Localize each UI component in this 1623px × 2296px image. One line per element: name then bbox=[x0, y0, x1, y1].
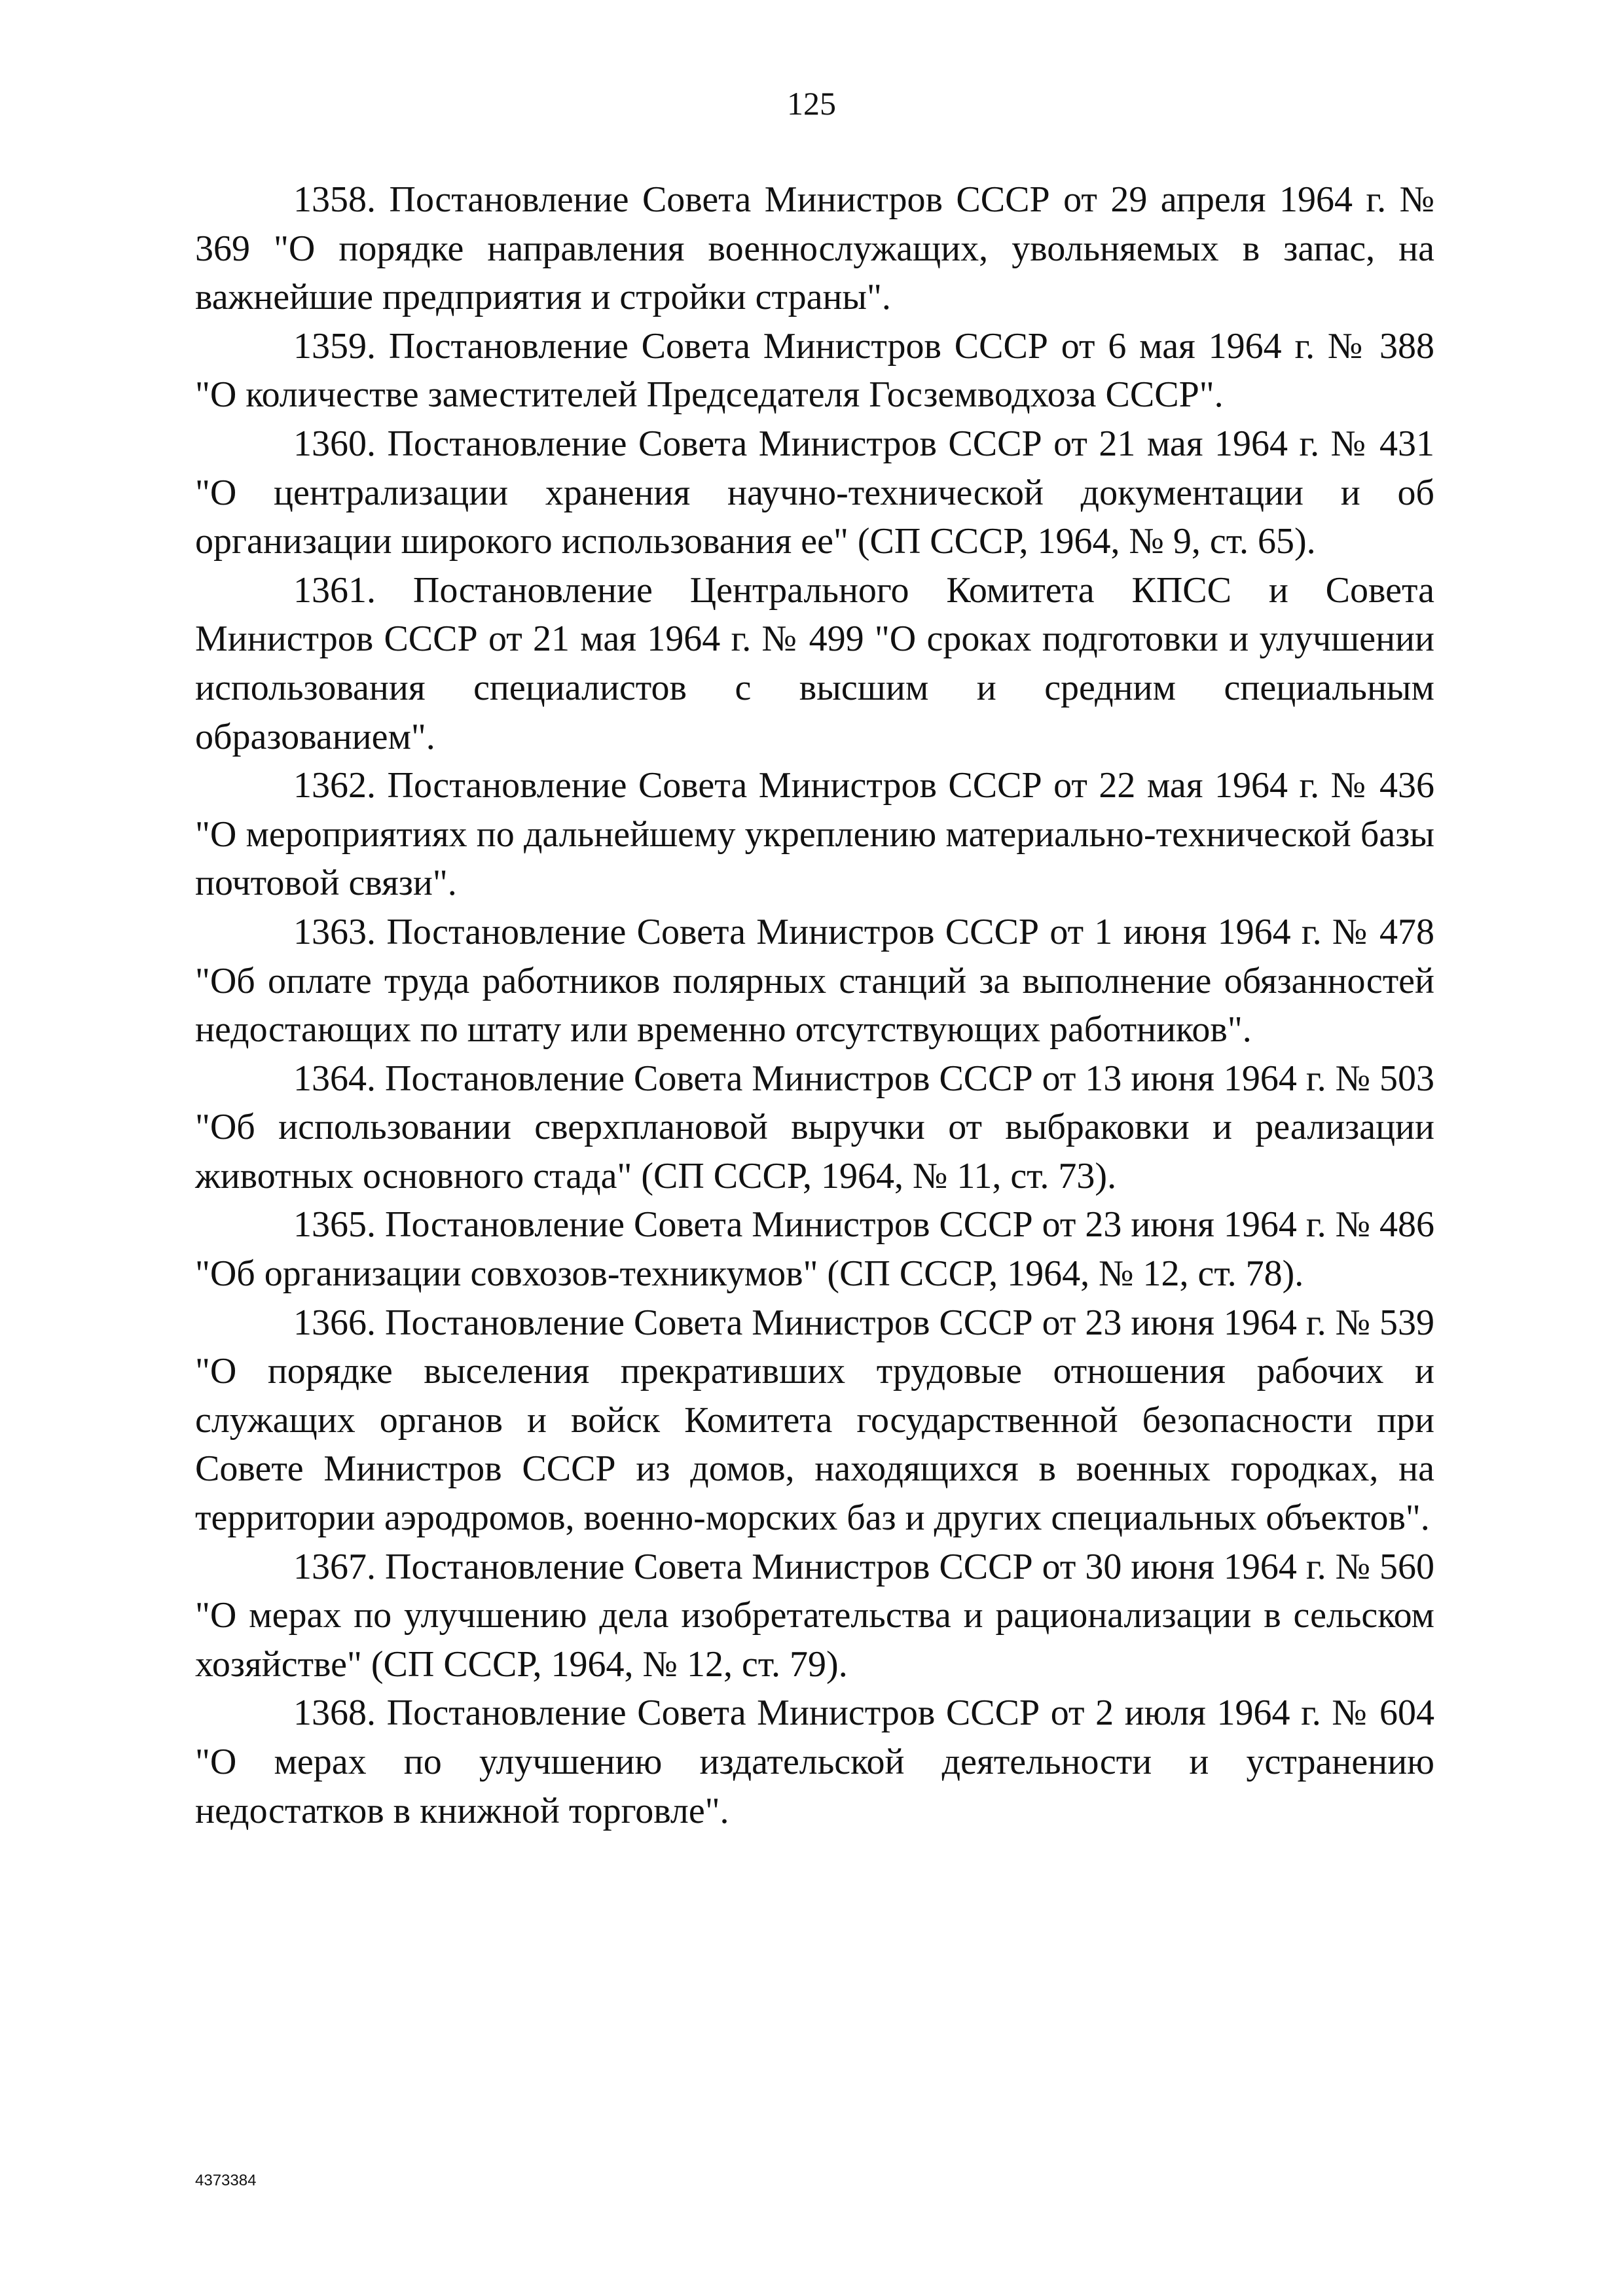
list-item bbox=[195, 761, 1434, 908]
entry-text: Постановление Совета Министров СССР от 30 июня 1964 г. № 560 "О мерах по улучшению дела изобретательства и рационализации в сельском хозяйстве" (СП СССР, 1964, № 12, ст. 79). bbox=[195, 1546, 1434, 1685]
entry-number: 1361. bbox=[293, 569, 376, 611]
document-code: 4373384 bbox=[195, 2172, 257, 2189]
entry-number: 1366. bbox=[293, 1302, 376, 1343]
entry-number: 1362. bbox=[293, 765, 376, 806]
list-item bbox=[195, 322, 1434, 420]
list-item bbox=[195, 1543, 1434, 1689]
entry-number: 1359. bbox=[293, 325, 376, 367]
list-item bbox=[195, 566, 1434, 761]
entry-text: Постановление Совета Министров СССР от 6 мая 1964 г. № 388 "О количестве заместителей Председателя Госземводхоза СССР". bbox=[195, 325, 1435, 416]
entry-number: 1363. bbox=[293, 911, 376, 952]
page-number: 125 bbox=[787, 85, 836, 122]
entry-text: Постановление Совета Министров СССР от 1 июня 1964 г. № 478 "Об оплате труда работников полярных станций за выполнение обязанностей недостающих по штату или временно отсутствующих работников". bbox=[195, 911, 1435, 1050]
entry-number: 1364. bbox=[293, 1058, 376, 1099]
list-item bbox=[195, 1200, 1434, 1298]
entry-text: Постановление Совета Министров СССР от 23 июня 1964 г. № 486 "Об организации совхозов-техникумов" (СП СССР, 1964, № 12, ст. 78). bbox=[195, 1204, 1434, 1295]
entry-number: 1365. bbox=[293, 1204, 376, 1246]
list-item bbox=[195, 1299, 1434, 1543]
entry-number: 1368. bbox=[293, 1693, 376, 1734]
entry-text: Постановление Центрального Комитета КПСС и Совета Министров СССР от 21 мая 1964 г. № 499 "О сроках подготовки и улучшении использования специалистов с высшим и средним специальным образованием". bbox=[195, 569, 1435, 757]
entry-text: Постановление Совета Министров СССР от 23 июня 1964 г. № 539 "О порядке выселения прекративших трудовые отношения рабочих и служащих органов и войск Комитета государственной безопасности при Совете Министров СССР из домов, находящихся в военных городках, на территории аэродромов, военно-морских баз и других специальных объектов". bbox=[195, 1302, 1434, 1539]
entry-number: 1367. bbox=[293, 1546, 376, 1587]
entry-text: Постановление Совета Министров СССР от 13 июня 1964 г. № 503 "Об использовании сверхплановой выручки от выбраковки и реализации животных основного стада" (СП СССР, 1964, № 11, ст. 73). bbox=[195, 1058, 1434, 1196]
list-item bbox=[195, 420, 1434, 566]
entry-text: Постановление Совета Министров СССР от 29 апреля 1964 г. № 369 "О порядке направления военнослужащих, увольняемых в запас, на важнейшие предприятия и стройки страны". bbox=[195, 179, 1435, 318]
entry-text: Постановление Совета Министров СССР от 21 мая 1964 г. № 431 "О централизации хранения научно-технической документации и об организации широкого использования ее" (СП СССР, 1964, № 9, ст. 65). bbox=[195, 423, 1435, 562]
list-item bbox=[195, 908, 1434, 1054]
list-item bbox=[195, 1689, 1434, 1835]
document-body bbox=[195, 175, 1434, 1835]
entry-number: 1358. bbox=[293, 179, 376, 220]
entry-number: 1360. bbox=[293, 423, 376, 464]
entry-text: Постановление Совета Министров СССР от 2 июля 1964 г. № 604 "О мерах по улучшению издательской деятельности и устранению недостатков в книжной торговле". bbox=[195, 1693, 1434, 1831]
entry-text: Постановление Совета Министров СССР от 22 мая 1964 г. № 436 "О мероприятиях по дальнейшему укреплению материально-технической базы почтовой связи". bbox=[195, 765, 1435, 904]
list-item bbox=[195, 175, 1434, 322]
list-item bbox=[195, 1054, 1434, 1201]
